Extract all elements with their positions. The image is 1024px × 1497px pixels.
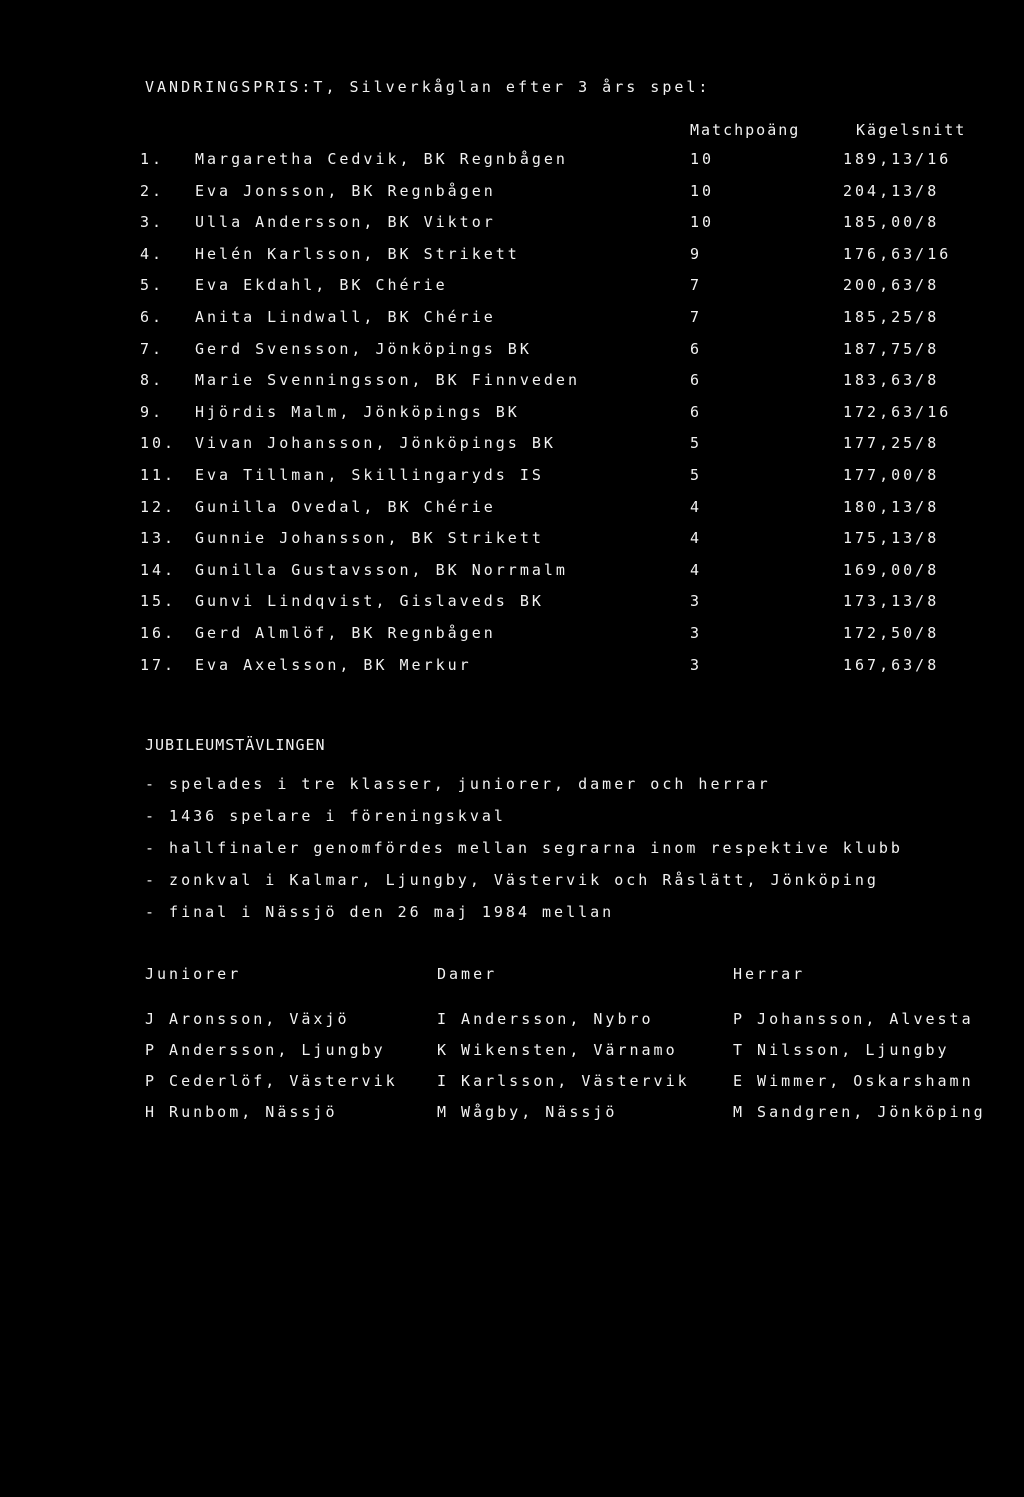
juniors-finalist: P Cederlöf, Västervik <box>145 1072 398 1090</box>
matchpoints-cell: 10 <box>690 213 715 231</box>
average-cell: 167,63/8 <box>843 656 940 674</box>
juniors-heading: Juniorer <box>145 965 242 983</box>
table-row <box>0 592 1024 612</box>
average-cell: 187,75/8 <box>843 340 940 358</box>
column-header-average: Kägelsnitt <box>856 121 967 139</box>
women-finalist: M Wågby, Nässjö <box>437 1103 618 1121</box>
women-finalist: I Karlsson, Västervik <box>437 1072 690 1090</box>
table-row <box>0 371 1024 391</box>
men-finalist: P Johansson, Alvesta <box>733 1010 974 1028</box>
player-name: Anita Lindwall, BK Chérie <box>195 308 496 326</box>
player-name: Eva Axelsson, BK Merkur <box>195 656 472 674</box>
average-cell: 177,25/8 <box>843 434 940 452</box>
player-name: Marie Svenningsson, BK Finnveden <box>195 371 580 389</box>
table-row <box>0 624 1024 644</box>
average-cell: 180,13/8 <box>843 498 940 516</box>
rank-cell: 4. <box>140 245 165 263</box>
rank-cell: 2. <box>140 182 165 200</box>
table-row <box>0 245 1024 265</box>
table-row <box>0 561 1024 581</box>
matchpoints-cell: 3 <box>690 656 703 674</box>
men-finalist: E Wimmer, Oskarshamn <box>733 1072 974 1090</box>
average-cell: 204,13/8 <box>843 182 940 200</box>
player-name: Gunnie Johansson, BK Strikett <box>195 529 544 547</box>
table-row <box>0 434 1024 454</box>
table-row <box>0 213 1024 233</box>
matchpoints-cell: 9 <box>690 245 703 263</box>
matchpoints-cell: 5 <box>690 434 703 452</box>
matchpoints-cell: 7 <box>690 276 703 294</box>
average-cell: 173,13/8 <box>843 592 940 610</box>
table-row <box>0 403 1024 423</box>
average-cell: 172,50/8 <box>843 624 940 642</box>
table-row <box>0 529 1024 549</box>
women-finalist: K Wikensten, Värnamo <box>437 1041 678 1059</box>
table-row <box>0 498 1024 518</box>
matchpoints-cell: 6 <box>690 340 703 358</box>
average-cell: 183,63/8 <box>843 371 940 389</box>
average-cell: 169,00/8 <box>843 561 940 579</box>
average-cell: 185,00/8 <box>843 213 940 231</box>
juniors-finalist: H Runbom, Nässjö <box>145 1103 338 1121</box>
rank-cell: 16. <box>140 624 177 642</box>
average-cell: 185,25/8 <box>843 308 940 326</box>
player-name: Helén Karlsson, BK Strikett <box>195 245 520 263</box>
rank-cell: 17. <box>140 656 177 674</box>
rank-cell: 7. <box>140 340 165 358</box>
rank-cell: 3. <box>140 213 165 231</box>
document-title: VANDRINGSPRIS:T, Silverkåglan efter 3 års spel: <box>145 78 711 96</box>
bullet-item: - zonkval i Kalmar, Ljungby, Västervik och Råslätt, Jönköping <box>145 871 879 889</box>
column-header-matchpoints: Matchpoäng <box>690 121 801 139</box>
player-name: Ulla Andersson, BK Viktor <box>195 213 496 231</box>
women-finalist: I Andersson, Nybro <box>437 1010 654 1028</box>
bullet-item: - spelades i tre klasser, juniorer, damer och herrar <box>145 775 771 793</box>
average-cell: 176,63/16 <box>843 245 952 263</box>
rank-cell: 14. <box>140 561 177 579</box>
matchpoints-cell: 3 <box>690 592 703 610</box>
average-cell: 175,13/8 <box>843 529 940 547</box>
rank-cell: 10. <box>140 434 177 452</box>
rank-cell: 5. <box>140 276 165 294</box>
average-cell: 189,13/16 <box>843 150 952 168</box>
matchpoints-cell: 10 <box>690 150 715 168</box>
matchpoints-cell: 5 <box>690 466 703 484</box>
player-name: Gerd Almlöf, BK Regnbågen <box>195 624 496 642</box>
matchpoints-cell: 4 <box>690 529 703 547</box>
player-name: Gerd Svensson, Jönköpings BK <box>195 340 532 358</box>
rank-cell: 13. <box>140 529 177 547</box>
player-name: Gunvi Lindqvist, Gislaveds BK <box>195 592 544 610</box>
table-row <box>0 466 1024 486</box>
player-name: Eva Ekdahl, BK Chérie <box>195 276 448 294</box>
player-name: Vivan Johansson, Jönköpings BK <box>195 434 556 452</box>
player-name: Hjördis Malm, Jönköpings BK <box>195 403 520 421</box>
matchpoints-cell: 10 <box>690 182 715 200</box>
men-finalist: M Sandgren, Jönköping <box>733 1103 986 1121</box>
table-row <box>0 340 1024 360</box>
rank-cell: 1. <box>140 150 165 168</box>
table-row <box>0 150 1024 170</box>
men-heading: Herrar <box>733 965 806 983</box>
men-finalist: T Nilsson, Ljungby <box>733 1041 950 1059</box>
rank-cell: 15. <box>140 592 177 610</box>
table-row <box>0 276 1024 296</box>
matchpoints-cell: 6 <box>690 403 703 421</box>
rank-cell: 11. <box>140 466 177 484</box>
rank-cell: 8. <box>140 371 165 389</box>
player-name: Margaretha Cedvik, BK Regnbågen <box>195 150 568 168</box>
juniors-finalist: P Andersson, Ljungby <box>145 1041 386 1059</box>
table-row <box>0 656 1024 676</box>
average-cell: 172,63/16 <box>843 403 952 421</box>
average-cell: 200,63/8 <box>843 276 940 294</box>
bullet-item: - final i Nässjö den 26 maj 1984 mellan <box>145 903 615 921</box>
matchpoints-cell: 3 <box>690 624 703 642</box>
bullet-item: - 1436 spelare i föreningskval <box>145 807 506 825</box>
women-heading: Damer <box>437 965 498 983</box>
average-cell: 177,00/8 <box>843 466 940 484</box>
bullet-item: - hallfinaler genomfördes mellan segrarna inom respektive klubb <box>145 839 903 857</box>
matchpoints-cell: 7 <box>690 308 703 326</box>
player-name: Eva Tillman, Skillingaryds IS <box>195 466 544 484</box>
table-row <box>0 182 1024 202</box>
section-title: JUBILEUMSTÄVLINGEN <box>145 736 326 754</box>
player-name: Gunilla Gustavsson, BK Norrmalm <box>195 561 568 579</box>
rank-cell: 12. <box>140 498 177 516</box>
table-row <box>0 308 1024 328</box>
matchpoints-cell: 4 <box>690 498 703 516</box>
rank-cell: 6. <box>140 308 165 326</box>
player-name: Gunilla Ovedal, BK Chérie <box>195 498 496 516</box>
rank-cell: 9. <box>140 403 165 421</box>
matchpoints-cell: 6 <box>690 371 703 389</box>
juniors-finalist: J Aronsson, Växjö <box>145 1010 350 1028</box>
matchpoints-cell: 4 <box>690 561 703 579</box>
player-name: Eva Jonsson, BK Regnbågen <box>195 182 496 200</box>
